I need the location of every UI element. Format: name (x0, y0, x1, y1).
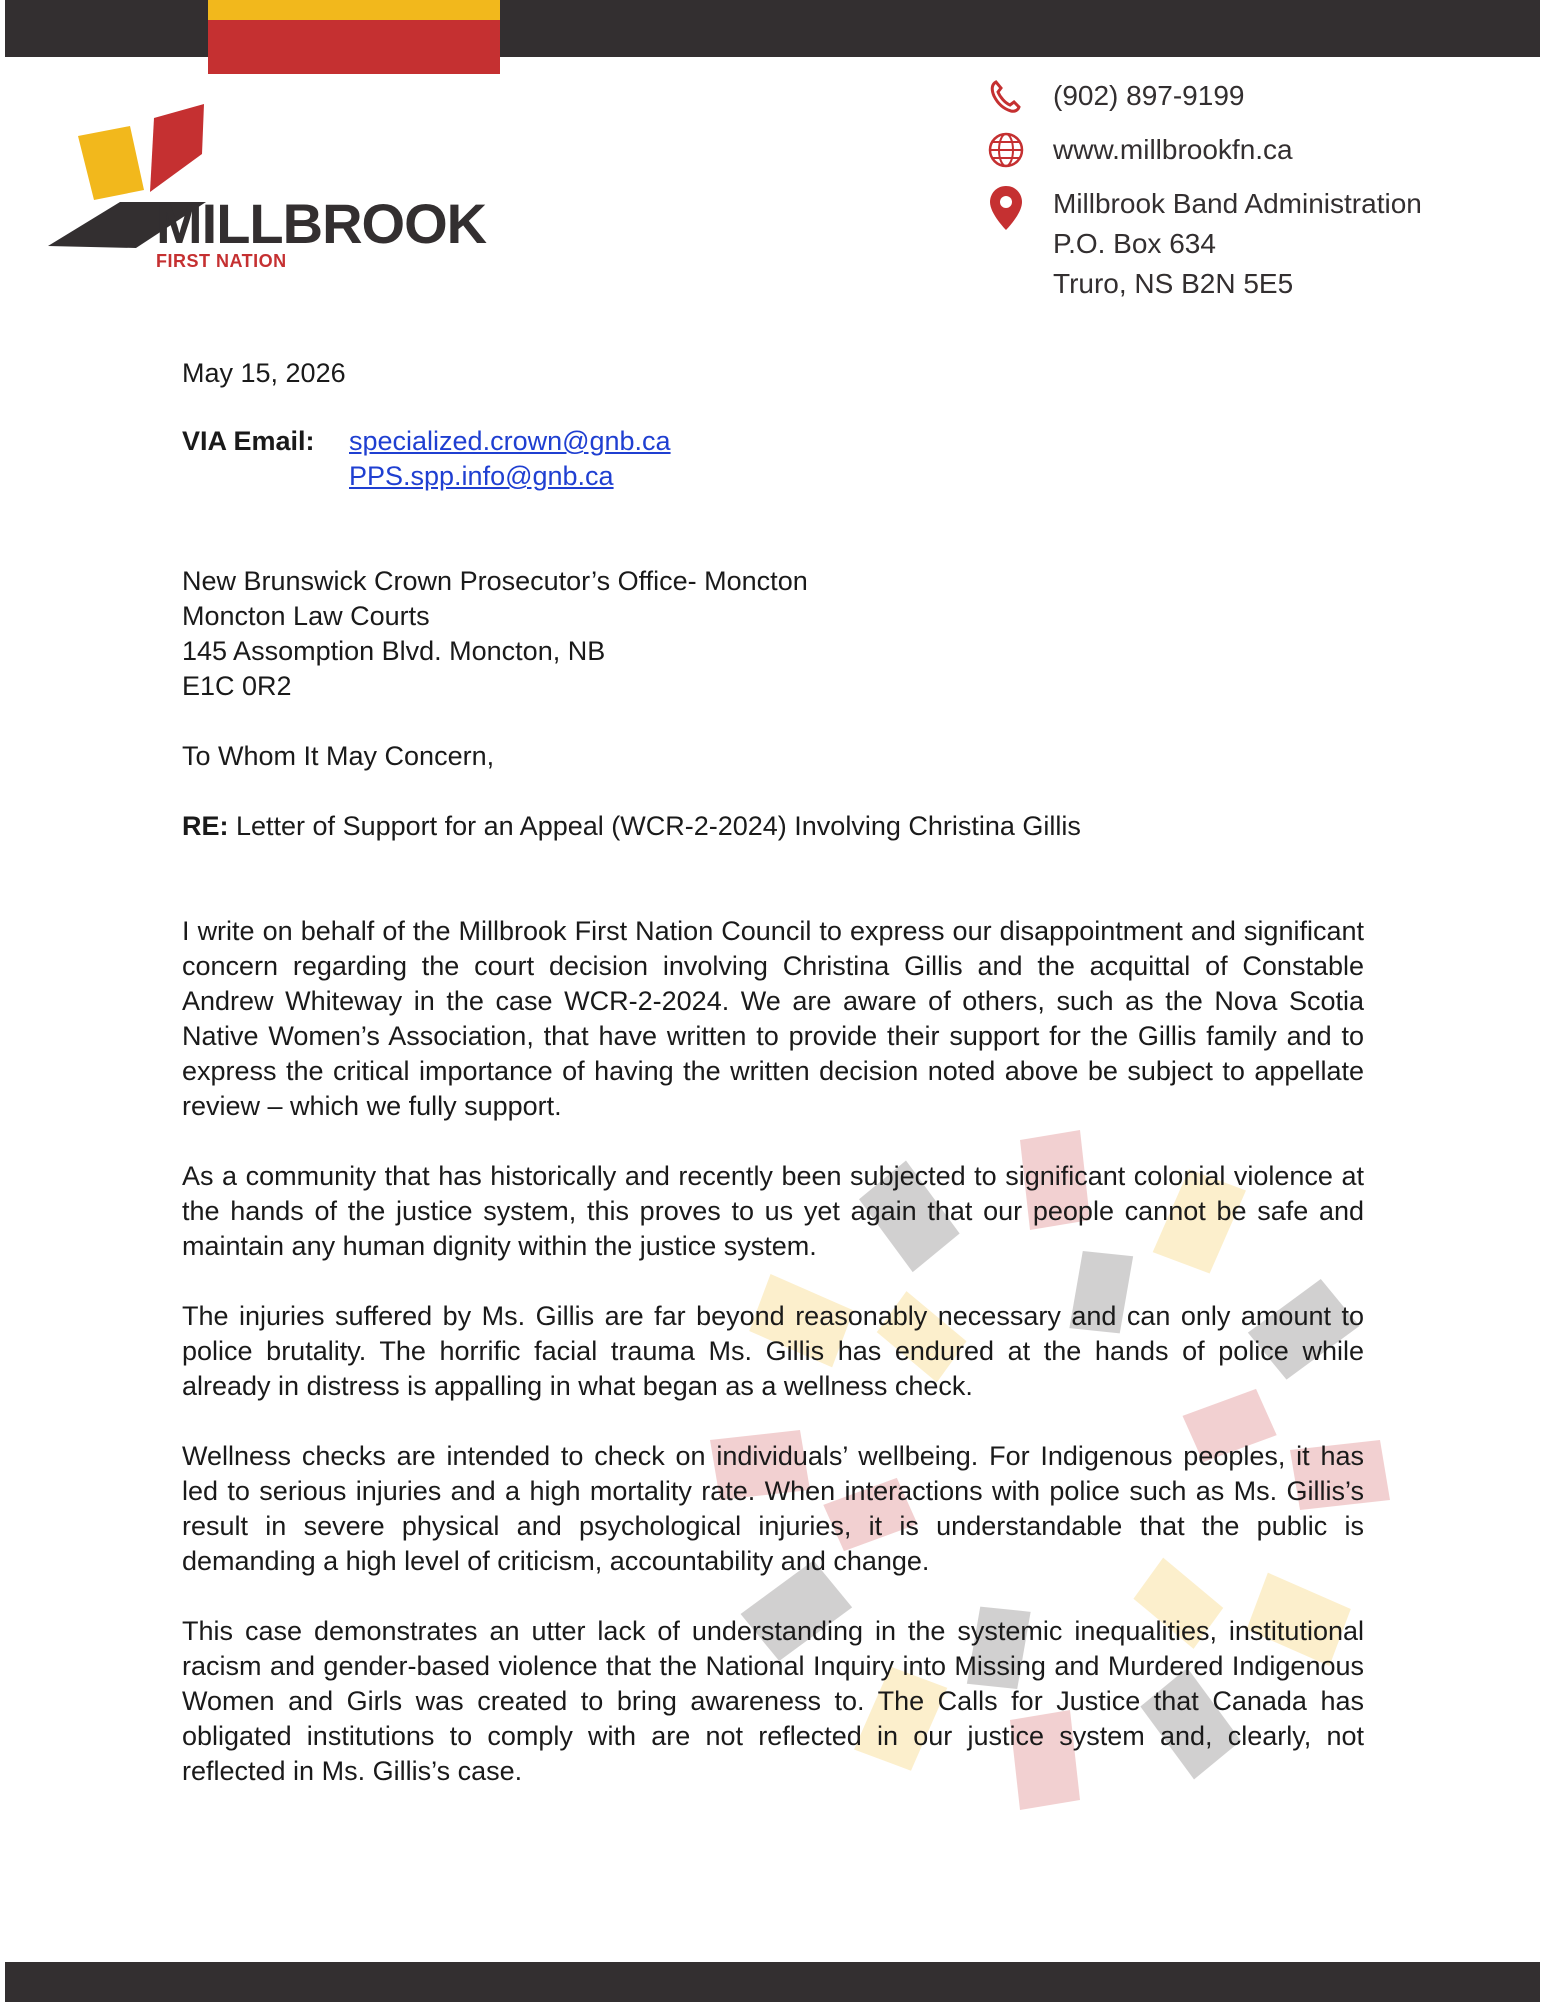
recipient-address (182, 564, 1364, 704)
footer-bar (5, 1962, 1540, 2002)
paragraph: As a community that has historically and recently been subjected to significant colonial violence at the hands of the justice system, this proves to us yet again that our people cannot be safe and maintain any human dignity within the justice system. (182, 1161, 1364, 1261)
logo-subtitle: FIRST NATION (156, 251, 287, 271)
recipient-line: 145 Assomption Blvd. Moncton, NB (182, 636, 606, 666)
letter-date: May 15, 2026 (182, 358, 346, 388)
letter-paragraphs (182, 914, 1364, 1789)
subject-line (182, 809, 1364, 844)
address-line: Millbrook Band Administration (1053, 188, 1422, 219)
recipient-line: Moncton Law Courts (182, 601, 430, 631)
subject-label: RE: (182, 811, 229, 841)
logo-wordmark: MILLBROOK (156, 192, 487, 255)
paragraph: The injuries suffered by Ms. Gillis are far beyond reasonably necessary and can only amount to police brutality. The horrific facial trauma Ms. Gillis has endured at the hands of police while already in distress is appalling in what began as a wellness check. (182, 1301, 1364, 1401)
subject-text: Letter of Support for an Appeal (WCR-2-2024) Involving Christina Gillis (228, 811, 1081, 841)
email-link[interactable]: PPS.spp.info@gnb.ca (349, 461, 614, 491)
phone-icon (986, 76, 1026, 116)
globe-icon (986, 130, 1026, 170)
website[interactable]: www.millbrookfn.ca (1053, 134, 1293, 165)
email-list (349, 424, 671, 494)
phone-number: (902) 897-9199 (1053, 80, 1245, 111)
address-line: Truro, NS B2N 5E5 (1053, 268, 1294, 299)
email-link[interactable]: specialized.crown@gnb.ca (349, 426, 671, 456)
address-line: P.O. Box 634 (1053, 228, 1216, 259)
salutation: To Whom It May Concern, (182, 741, 495, 771)
paragraph: Wellness checks are intended to check on individuals’ wellbeing. For Indigenous peoples, it has led to serious injuries and a high mortality rate. When interactions with police such as Ms. Gillis’s result in severe physical and psychological injuries, it is understandable that the public is demanding a high level of criticism, accountability and change. (182, 1441, 1364, 1576)
header-accent-red (208, 20, 500, 74)
recipient-line: New Brunswick Crown Prosecutor’s Office- Moncton (182, 566, 808, 596)
recipient-line: E1C 0R2 (182, 671, 292, 701)
via-email-label: VIA Email: (182, 426, 315, 456)
location-pin-icon (986, 184, 1026, 232)
letter-body (182, 356, 1364, 1824)
address (1053, 184, 1422, 304)
contact-block (986, 76, 1506, 299)
paragraph: This case demonstrates an utter lack of understanding in the systemic inequalities, institutional racism and gender-based violence that the National Inquiry into Missing and Murdered Indigenous Women and Girls was created to bring awareness to. The Calls for Justice that Canada has obligated institutions to comply with are not reflected in our justice system and, clearly, not reflected in Ms. Gillis’s case. (182, 1616, 1364, 1786)
via-email (182, 424, 1364, 494)
paragraph: I write on behalf of the Millbrook First Nation Council to express our disappointment and significant concern regarding the court decision involving Christina Gillis and the acquittal of Constable Andrew Whiteway in the case WCR-2-2024. We are aware of others, such as the Nova Scotia Native Women’s Association, that have written to provide their support for the Gillis family and to express the critical importance of having the written decision noted above be subject to appellate review – which we fully support. (182, 916, 1364, 1121)
header-accent-yellow (208, 0, 500, 20)
